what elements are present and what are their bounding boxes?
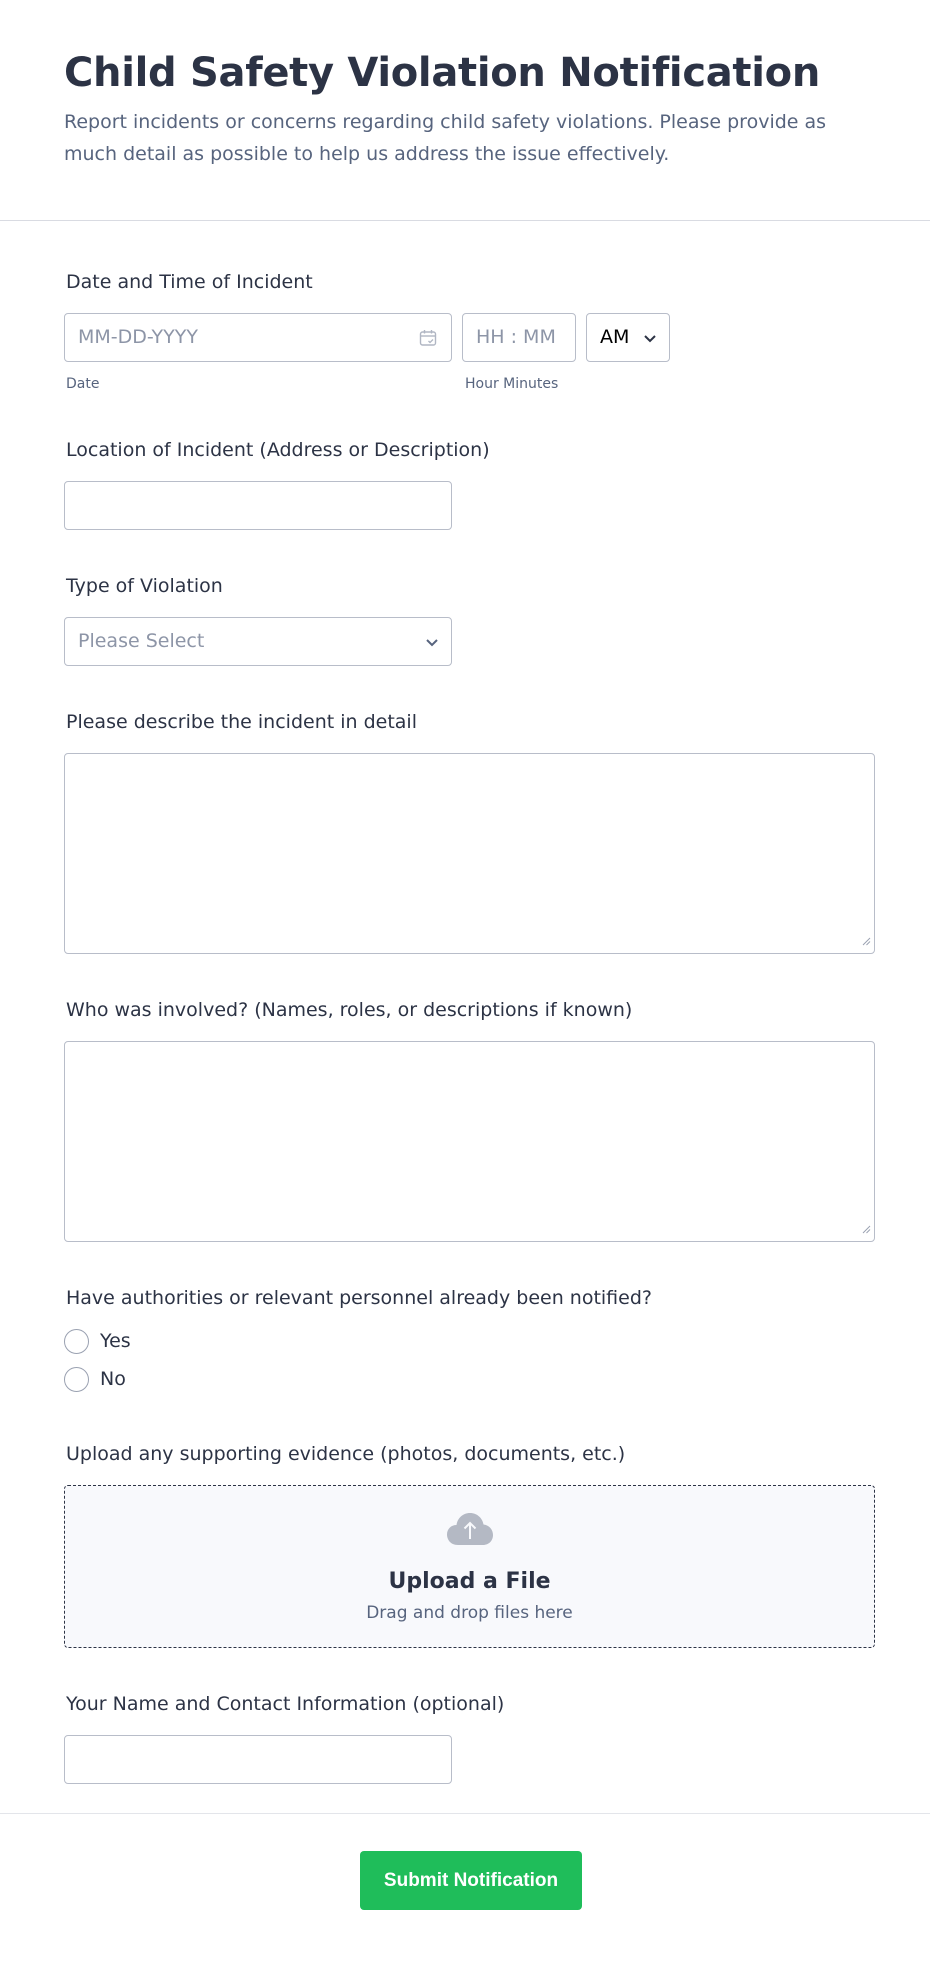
description-textarea[interactable] [64,753,875,954]
time-input[interactable] [462,313,576,362]
radio-yes[interactable] [64,1329,89,1354]
resize-handle-icon[interactable] [861,931,871,950]
form-subtitle: Report incidents or concerns regarding child safety violations. Please provide as much detail as possible to help us address the issue effectively. [64,111,827,165]
submit-button[interactable]: Submit Notification [360,1851,582,1910]
footer-divider [0,1813,930,1814]
ampm-select[interactable] [586,313,670,362]
datetime-label: Date and Time of Incident [66,271,313,293]
cloud-upload-icon [446,1512,494,1550]
contact-label: Your Name and Contact Information (optional) [66,1693,505,1715]
upload-title: Upload a File [388,1569,551,1594]
time-placeholder: HH : MM [476,326,556,348]
date-sublabel: Date [66,376,100,392]
evidence-label: Upload any supporting evidence (photos, documents, etc.) [66,1443,626,1465]
file-upload-dropzone[interactable] [64,1485,875,1648]
description-label: Please describe the incident in detail [66,711,417,733]
radio-no-label[interactable]: No [100,1368,126,1390]
form-header [0,0,930,221]
form-title: Child Safety Violation Notification [64,50,821,96]
location-label: Location of Incident (Address or Description) [66,439,490,461]
location-input[interactable] [64,481,452,530]
violation-type-label: Type of Violation [66,575,223,597]
radio-no[interactable] [64,1367,89,1392]
radio-yes-label[interactable]: Yes [100,1330,131,1352]
violation-type-select[interactable] [64,617,452,666]
chevron-down-icon [425,635,439,654]
involved-textarea[interactable] [64,1041,875,1242]
resize-handle-icon[interactable] [861,1219,871,1238]
contact-input[interactable] [64,1735,452,1784]
ampm-value: AM [600,326,630,348]
time-sublabel: Hour Minutes [465,376,559,392]
involved-label: Who was involved? (Names, roles, or descriptions if known) [66,999,633,1021]
upload-hint: Drag and drop files here [366,1603,573,1623]
calendar-icon[interactable] [419,329,437,351]
violation-type-placeholder: Please Select [78,630,205,652]
notified-label: Have authorities or relevant personnel already been notified? [66,1287,652,1309]
date-input[interactable] [64,313,452,362]
chevron-down-icon [643,331,657,350]
date-placeholder: MM-DD-YYYY [78,326,198,348]
